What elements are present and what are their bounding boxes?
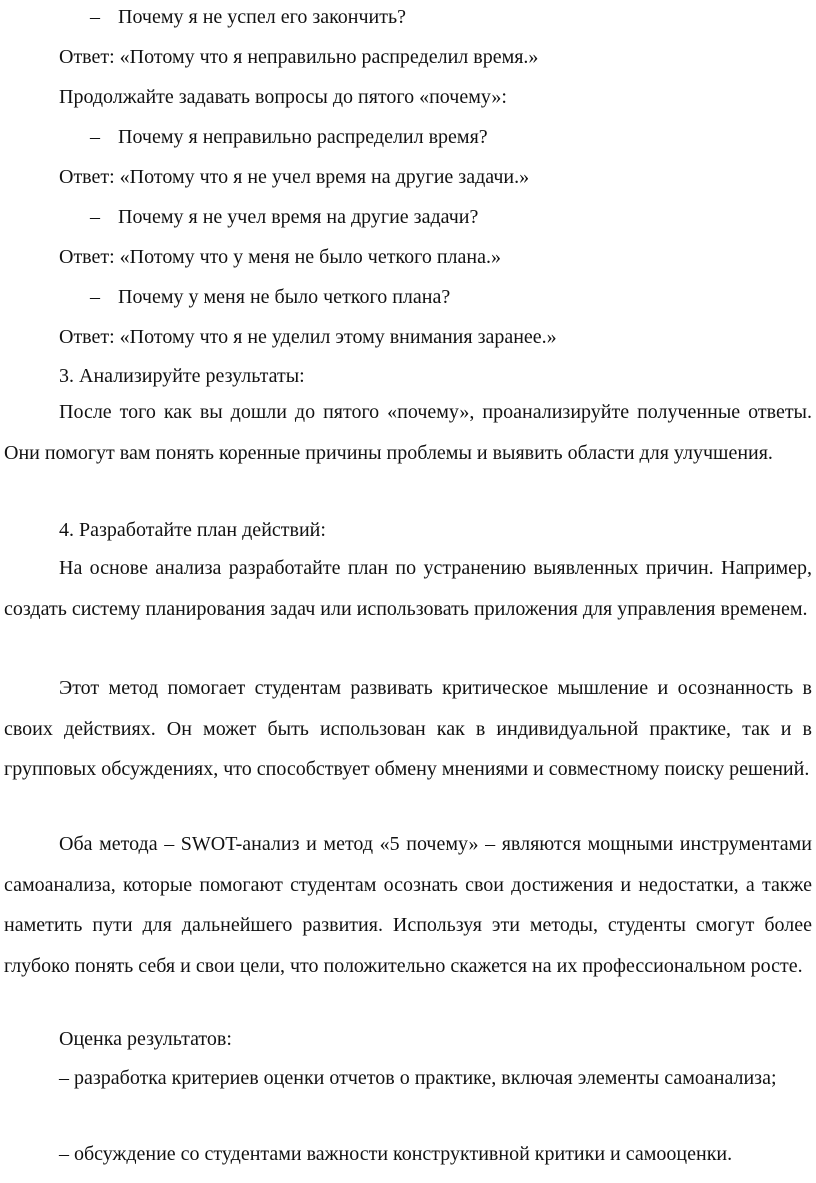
question-text: Почему я не успел его закончить? xyxy=(118,6,406,28)
dash-item-question-1 xyxy=(90,5,406,29)
answer-line-2: Ответ: «Потому что я не учел время на другие задачи.» xyxy=(59,166,530,188)
answer-line-4: Ответ: «Потому что я не уделил этому внимания заранее.» xyxy=(59,326,557,348)
evaluation-item-1: – разработка критериев оценки отчетов о практике, включая элементы самоанализа; xyxy=(59,1067,777,1089)
dash-item-question-2 xyxy=(90,125,488,149)
answer-line-3: Ответ: «Потому что у меня не было четкого плана.» xyxy=(59,246,501,268)
evaluation-item-2: – обсуждение со студентами важности конструктивной критики и самооценки. xyxy=(59,1143,733,1165)
dash-item-question-4 xyxy=(90,285,450,309)
question-text: Почему у меня не было четкого плана? xyxy=(118,286,451,308)
step-heading-3: 3. Анализируйте результаты: xyxy=(59,365,305,387)
dash-bullet: – xyxy=(90,286,100,308)
dash-item-question-3 xyxy=(90,205,478,229)
dash-bullet: – xyxy=(90,206,100,228)
paragraph-analysis: После того как вы дошли до пятого «почему», проанализируйте полученные ответы. Они помогут вам понять коренные причины проблемы и выявить области для улучшения. xyxy=(4,401,812,464)
instruction-line: Продолжайте задавать вопросы до пятого «почему»: xyxy=(59,86,507,108)
question-text: Почему я не учел время на другие задачи? xyxy=(118,206,479,228)
paragraph-conclusion: Оба метода – SWOT-анализ и метод «5 почему» – являются мощными инструментами самоанализа, которые помогают студентам осознать свои достижения и недостатки, а также наметить пути для дальнейшего развития. Используя эти методы, студенты смогут более глубоко понять себя и свои цели, что положительно скажется на их профессиональном росте. xyxy=(4,833,812,977)
paragraph-method-benefits: Этот метод помогает студентам развивать критическое мышление и осознанность в своих действиях. Он может быть использован как в индивидуальной практике, так и в групповых обсуждениях, что способствует обмену мнениями и совместному поиску решений. xyxy=(4,677,812,780)
answer-line-1: Ответ: «Потому что я неправильно распределил время.» xyxy=(59,46,539,68)
dash-bullet: – xyxy=(90,6,100,28)
question-text: Почему я неправильно распределил время? xyxy=(118,126,488,148)
dash-bullet: – xyxy=(90,126,100,148)
paragraph-action-plan: На основе анализа разработайте план по устранению выявленных причин. Например, создать систему планирования задач или использовать приложения для управления временем. xyxy=(4,557,812,620)
evaluation-heading: Оценка результатов: xyxy=(59,1028,232,1050)
step-heading-4: 4. Разработайте план действий: xyxy=(59,519,326,541)
